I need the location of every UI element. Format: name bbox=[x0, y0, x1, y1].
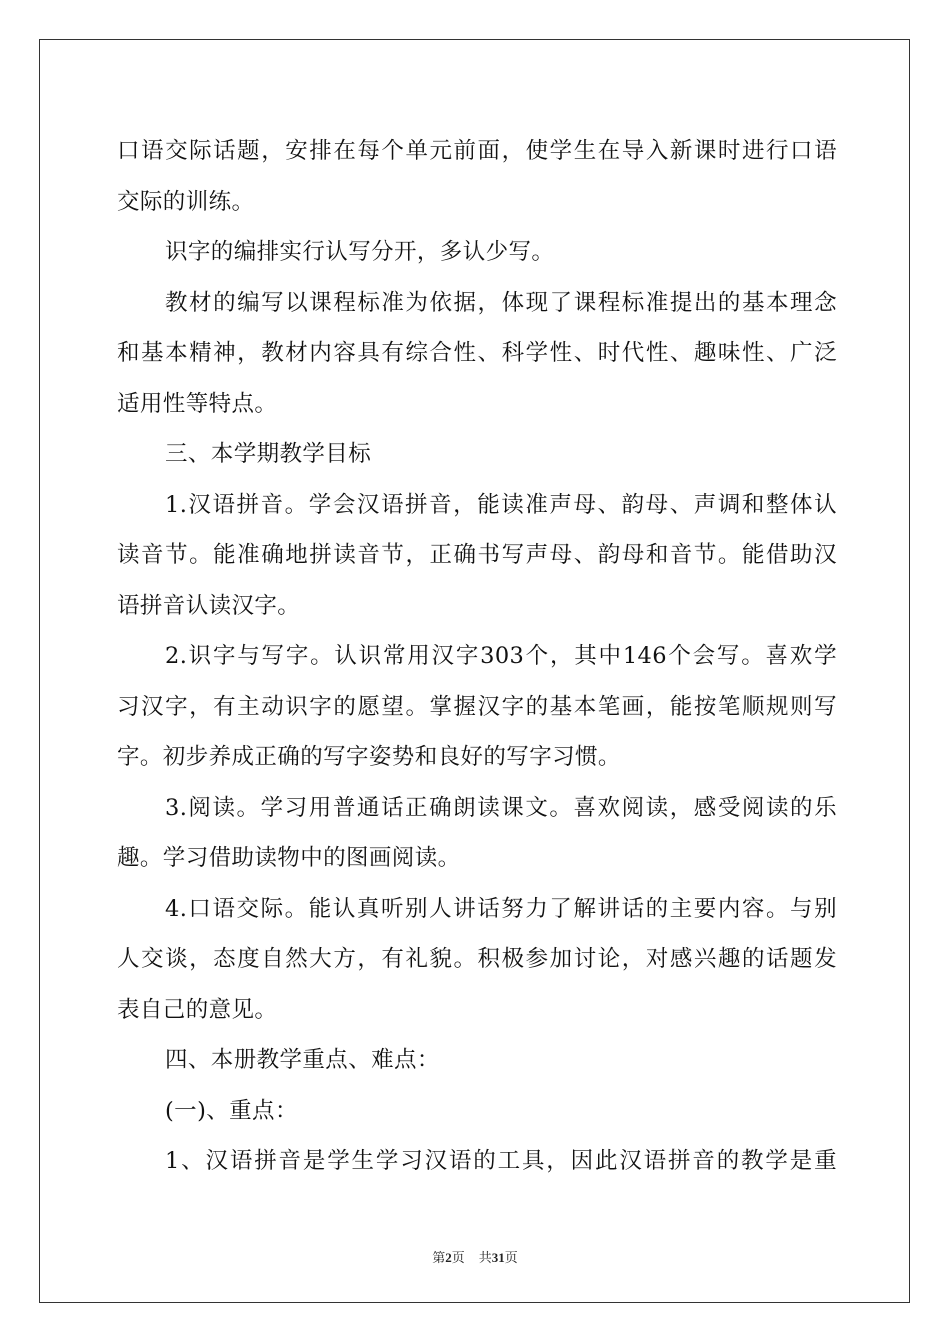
paragraph-line: 表自己的意见。 bbox=[117, 996, 278, 1023]
paragraph-line: 字。初步养成正确的写字姿势和良好的写字习惯。 bbox=[117, 744, 621, 770]
page-label-prefix: 第 bbox=[432, 1251, 446, 1266]
paragraph-line: 和基本精神，教材内容具有综合性、科学性、时代性、趣味性、广泛 bbox=[117, 340, 837, 366]
page-number: 2 bbox=[445, 1250, 452, 1265]
paragraph-line: 3.阅读。学习用普通话正确朗读课文。喜欢阅读，感受阅读的乐 bbox=[165, 794, 837, 821]
paragraph-line: 趣。学习借助读物中的图画阅读。 bbox=[117, 845, 461, 871]
paragraph-line: 4.口语交际。能认真听别人讲话努力了解讲话的主要内容。与别 bbox=[165, 895, 837, 922]
total-label-suffix: 页 bbox=[504, 1251, 518, 1266]
paragraph-line: 习汉字，有主动识字的愿望。掌握汉字的基本笔画，能按笔顺规则写 bbox=[117, 693, 837, 720]
section-heading: 四、本册教学重点、难点： bbox=[165, 1047, 440, 1073]
paragraph-line: 人交谈，态度自然大方，有礼貌。积极参加讨论，对感兴趣的话题发 bbox=[117, 946, 837, 972]
page-label-suffix: 页 bbox=[451, 1251, 465, 1266]
total-pages: 31 bbox=[491, 1250, 505, 1265]
paragraph-line: 识字的编排实行认写分开，多认少写。 bbox=[165, 239, 555, 265]
section-heading: 三、本学期教学目标 bbox=[165, 441, 372, 467]
paragraph-line: 交际的训练。 bbox=[117, 188, 255, 215]
paragraph-line: 语拼音认读汉字。 bbox=[117, 592, 301, 619]
paragraph-line: 教材的编写以课程标准为依据，体现了课程标准提出的基本理念 bbox=[165, 289, 837, 316]
paragraph-line: 1.汉语拼音。学会汉语拼音，能读准声母、韵母、声调和整体认 bbox=[165, 491, 837, 518]
paragraph-line: 1、汉语拼音是学生学习汉语的工具，因此汉语拼音的教学是重 bbox=[165, 1148, 837, 1174]
page-footer bbox=[0, 1247, 950, 1266]
document-body bbox=[117, 126, 837, 1187]
paragraph-line: 适用性等特点。 bbox=[117, 390, 278, 417]
total-label-prefix: 共 bbox=[478, 1251, 492, 1266]
paragraph-line: 口语交际话题，安排在每个单元前面，使学生在导入新课时进行口语 bbox=[117, 138, 837, 164]
paragraph-line: 2.识字与写字。认识常用汉字303个，其中146个会写。喜欢学 bbox=[165, 643, 837, 669]
paragraph-line: 读音节。能准确地拼读音节，正确书写声母、韵母和音节。能借助汉 bbox=[117, 542, 837, 568]
subsection-heading: (一)、重点： bbox=[165, 1097, 298, 1124]
